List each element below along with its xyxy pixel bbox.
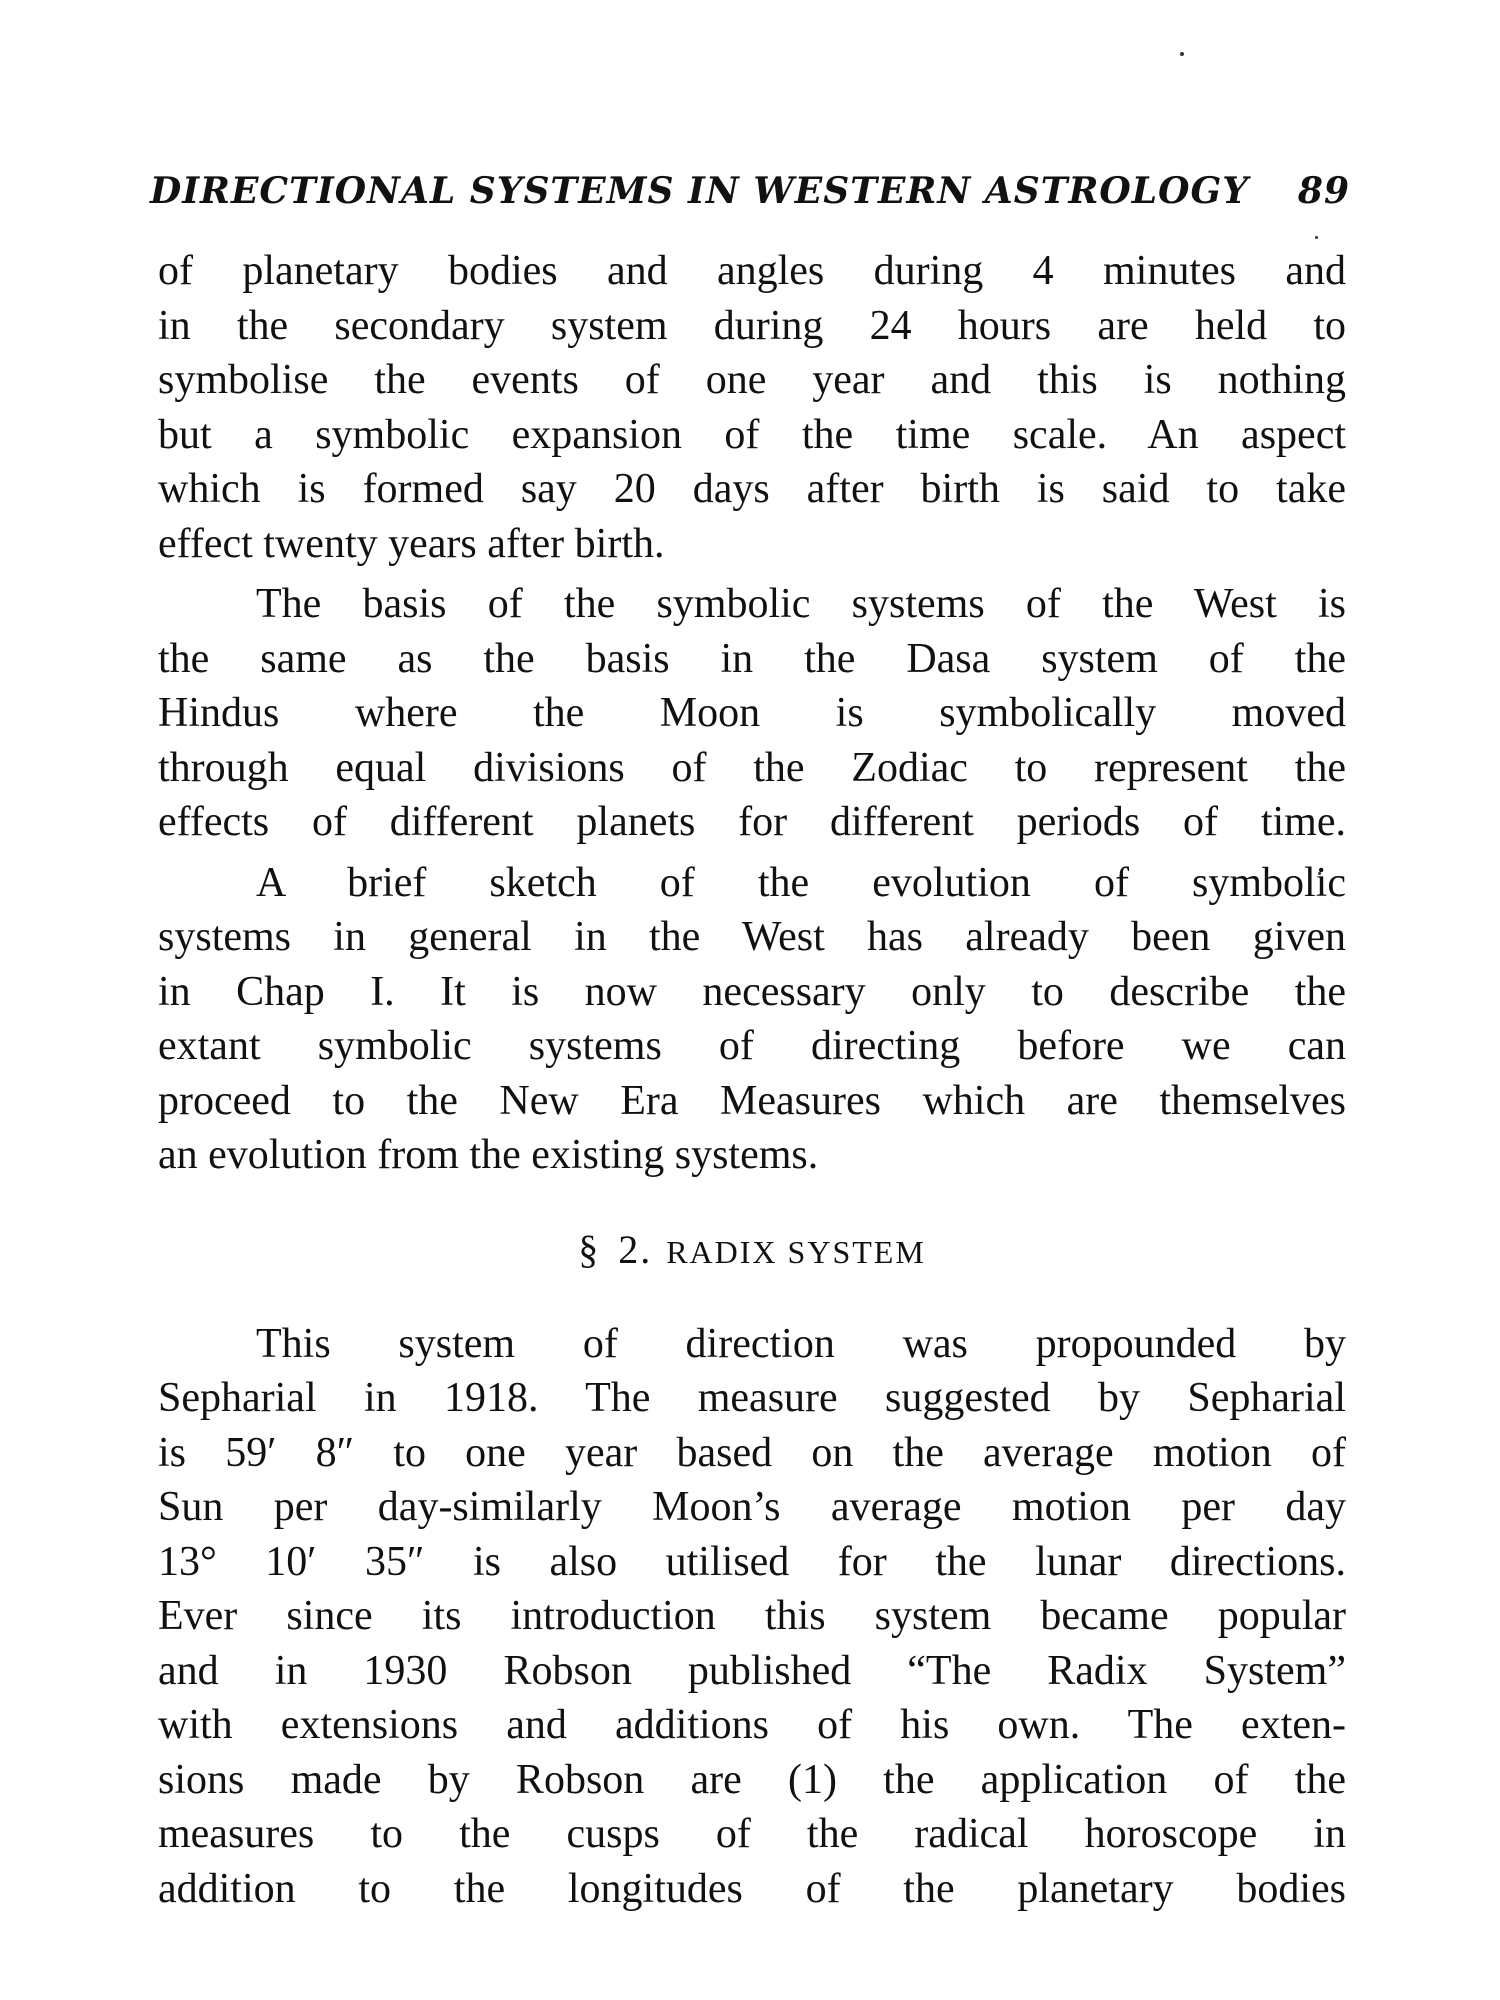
running-head-title: DIRECTIONAL SYSTEMS IN WESTERN ASTROLOGY bbox=[150, 170, 1249, 212]
text-line: through equal divisions of the Zodiac to represent the bbox=[158, 744, 1346, 791]
text-line: 13° 10′ 35″ is also utilised for the lunar directions. bbox=[158, 1538, 1346, 1585]
paragraph-dasa bbox=[158, 577, 1346, 850]
text-line: symbolise the events of one year and this is nothing bbox=[158, 357, 1346, 403]
text-line: systems in general in the West has already been given bbox=[158, 914, 1346, 960]
page-number: 89 bbox=[1297, 170, 1350, 212]
section-symbol: § bbox=[578, 1226, 601, 1272]
text-line: the same as the basis in the Dasa system of the bbox=[158, 635, 1346, 682]
text-line: effects of different planets for different periods of time. bbox=[158, 799, 1346, 845]
text-line: which is formed say 20 days after birth is said to take bbox=[158, 466, 1346, 512]
text-line: addition to the longitudes of the planetary bodies bbox=[158, 1865, 1346, 1912]
text-line: and in 1930 Robson published “The Radix System” bbox=[158, 1647, 1346, 1694]
text-line: in the secondary system during 24 hours are held to bbox=[158, 302, 1346, 349]
text-line: is 59′ 8″ to one year based on the average motion of bbox=[158, 1429, 1346, 1476]
text-line: measures to the cusps of the radical horoscope in bbox=[158, 1811, 1346, 1857]
section-title: RADIX SYSTEM bbox=[666, 1233, 926, 1270]
text-line: Ever since its introduction this system became popular bbox=[158, 1593, 1346, 1639]
text-line: effect twenty years after birth. bbox=[158, 520, 665, 567]
text-line: A brief sketch of the evolution of symbolic bbox=[256, 859, 1346, 906]
print-speck bbox=[1180, 52, 1184, 56]
body-text bbox=[158, 244, 1346, 1922]
text-line: but a symbolic expansion of the time scale. An aspect bbox=[158, 411, 1346, 458]
paragraph-radix-system bbox=[158, 1317, 1346, 1917]
text-line: Sepharial in 1918. The measure suggested by Sepharial bbox=[158, 1375, 1346, 1421]
text-line: with extensions and additions of his own. The exten- bbox=[158, 1702, 1346, 1748]
print-speck bbox=[1315, 236, 1318, 239]
text-line: in Chap I. It is now necessary only to describe the bbox=[158, 968, 1346, 1015]
text-line: proceed to the New Era Measures which are themselves bbox=[158, 1077, 1346, 1124]
paragraph-continued bbox=[158, 244, 1346, 571]
text-line: This system of direction was propounded by bbox=[256, 1320, 1346, 1367]
text-line: of planetary bodies and angles during 4 minutes and bbox=[158, 248, 1346, 294]
text-line: Sun per day-similarly Moon’s average motion per day bbox=[158, 1484, 1346, 1530]
text-line: The basis of the symbolic systems of the West is bbox=[256, 581, 1346, 627]
text-line: extant symbolic systems of directing before we can bbox=[158, 1023, 1346, 1069]
paragraph-brief-sketch bbox=[158, 856, 1346, 1183]
text-line: Hindus where the Moon is symbolically moved bbox=[158, 690, 1346, 736]
section-number: 2. bbox=[618, 1226, 653, 1272]
section-heading bbox=[158, 1223, 1346, 1277]
running-head bbox=[150, 170, 1350, 212]
text-line: an evolution from the existing systems. bbox=[158, 1132, 819, 1178]
text-line: sions made by Robson are (1) the application of the bbox=[158, 1756, 1346, 1803]
